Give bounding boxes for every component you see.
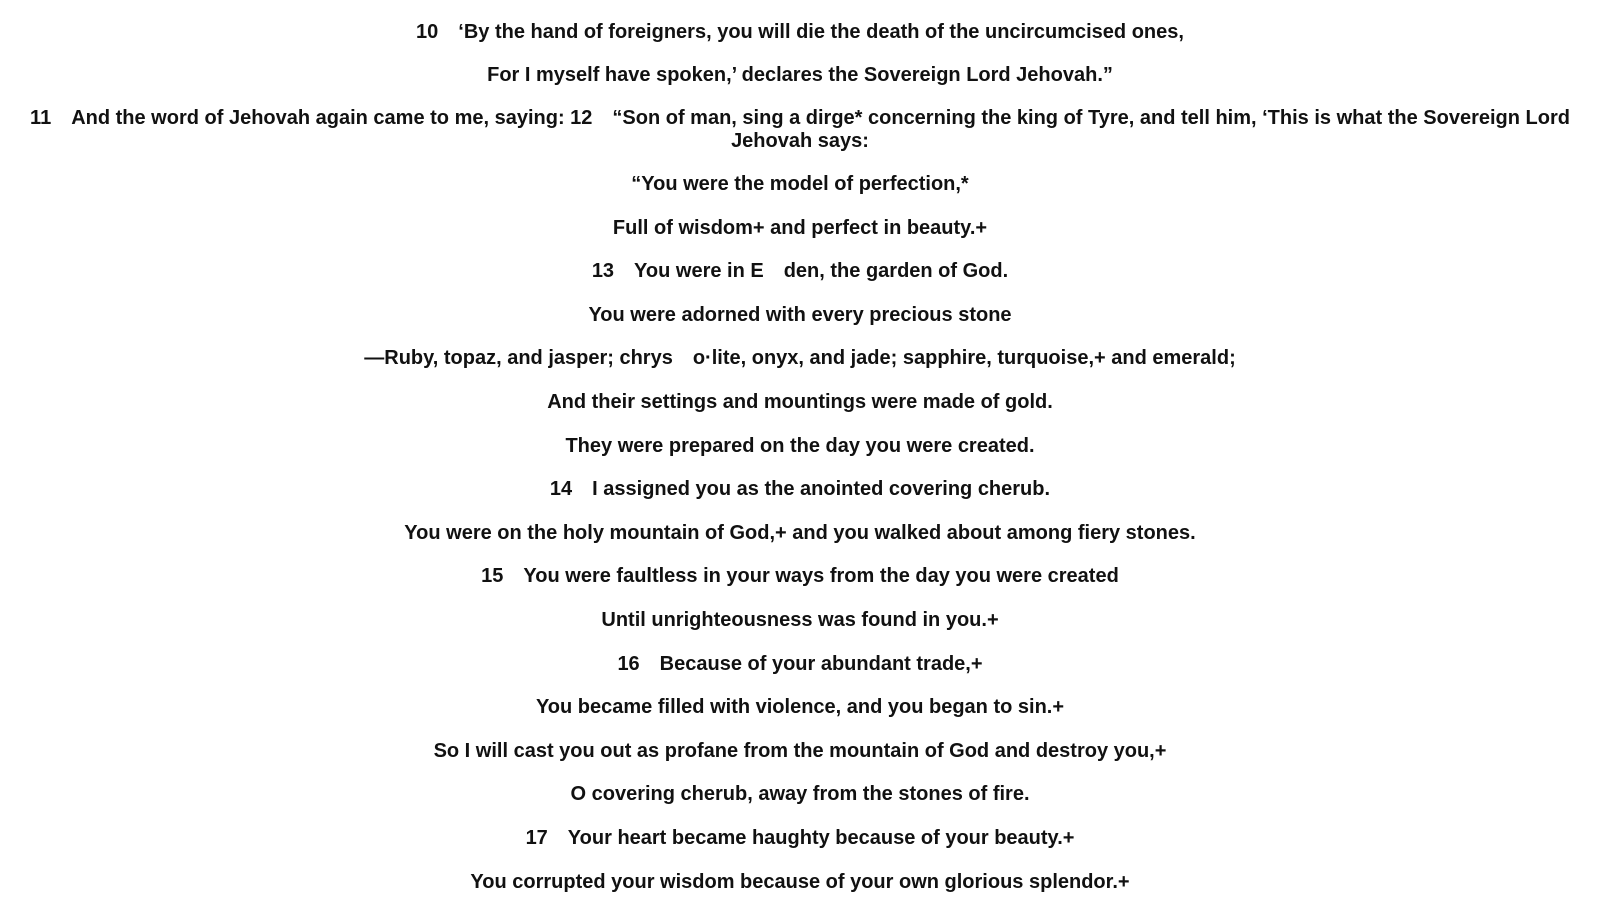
verse-line: 11 And the word of Jehovah again came to me, saying: 12 “Son of man, sing a dirge* concerning the king of Tyre, and tell him, ‘This is what the Sovereign Lord Jehovah says: [30,107,1570,152]
verse-line: You were on the holy mountain of God,+ and you walked about among fiery stones. [404,522,1196,544]
verse-line: 10 ‘By the hand of foreigners, you will die the death of the uncircumcised ones, [416,21,1184,43]
verse-line: They were prepared on the day you were created. [565,435,1035,457]
verse-line: So I will cast you out as profane from the mountain of God and destroy you,+ [433,740,1167,762]
verse-line: 16 Because of your abundant trade,+ [617,653,983,675]
verse-line: 17 Your heart became haughty because of your beauty.+ [525,827,1075,849]
verse-line: O covering cherub, away from the stones of fire. [570,783,1030,805]
verse-line: Full of wisdom+ and perfect in beauty.+ [612,217,988,239]
verse-line: 15 You were faultless in your ways from the day you were created [481,565,1119,587]
verse-line: You were adorned with every precious stone [588,304,1012,326]
verse-line: You corrupted your wisdom because of your own glorious splendor.+ [470,871,1130,893]
verse-line: “You were the model of perfection,* [631,173,969,195]
verse-line: 14 I assigned you as the anointed covering cherub. [549,478,1051,500]
verse-line: 13 You were in E den, the garden of God. [591,260,1009,282]
verse-line: Until unrighteousness was found in you.+ [601,609,999,631]
verse-line: For I myself have spoken,’ declares the Sovereign Lord Jehovah.” [487,64,1113,86]
verse-line: You became filled with violence, and you began to sin.+ [535,696,1065,718]
verse-line: —Ruby, topaz, and jasper; chrys o·lite, onyx, and jade; sapphire, turquoise,+ and emerald; [364,347,1236,369]
verse-line: And their settings and mountings were made of gold. [547,391,1053,413]
